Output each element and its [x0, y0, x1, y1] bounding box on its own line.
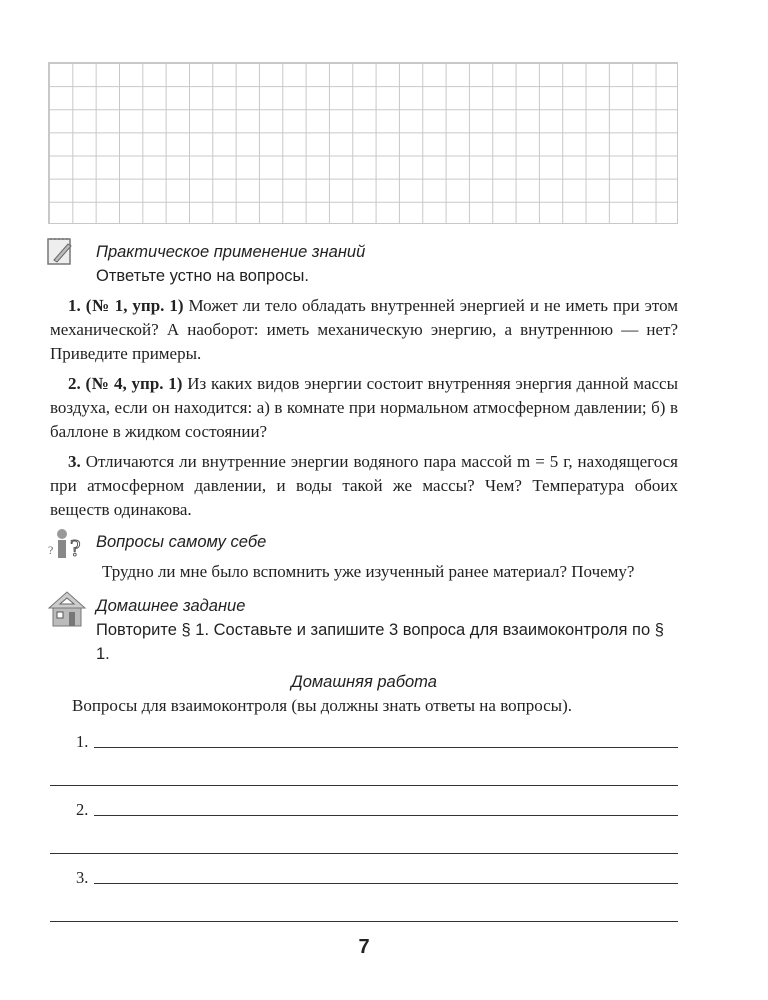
practical-instruction: Ответьте устно на вопросы.	[96, 267, 309, 285]
question-number: 3.	[68, 452, 81, 471]
answer-line-1a[interactable]	[94, 746, 678, 748]
answer-row-1	[50, 718, 678, 752]
question-ref: (№ 1, упр. 1)	[85, 296, 184, 315]
answer-line-2a[interactable]	[94, 814, 678, 816]
section-home	[50, 594, 678, 666]
answer-number: 2.	[76, 800, 89, 819]
question-2	[50, 372, 678, 444]
section-practical	[50, 240, 678, 288]
svg-text:?: ?	[48, 543, 54, 557]
question-number: 2.	[68, 374, 81, 393]
answer-row-2	[50, 786, 678, 820]
homework-intro: Вопросы для взаимоконтроля (вы должны знать ответы на вопросы).	[72, 696, 572, 715]
svg-text:?: ?	[70, 536, 81, 560]
graph-paper-grid	[48, 62, 678, 224]
question-3	[50, 450, 678, 522]
question-text: Может ли тело обладать внутренней энергией и не иметь при этом механической? А наоборот: иметь механическую энергию, а внутреннюю — нет? Приведите примеры.	[50, 296, 679, 363]
notepad-pencil-icon	[46, 236, 74, 266]
answer-number: 1.	[76, 732, 89, 751]
house-icon	[46, 590, 88, 628]
question-1	[50, 294, 678, 366]
question-text: Из каких видов энергии состоит внутренняя энергия данной массы воздуха, если он находится: а) в комнате при нормальном атмосферном давлении; б) в баллоне в жидком состоянии?	[50, 374, 679, 441]
answer-line-2b[interactable]	[50, 820, 678, 854]
question-text: Отличаются ли внутренние энергии водяного пара массой m = 5 г, находящегося при атмосферном давлении, и воды такой же массы? Чем? Температура обоих веществ одинакова.	[50, 452, 678, 519]
section-title-home: Домашнее задание	[96, 597, 246, 615]
thinking-person-icon	[46, 526, 90, 560]
answer-row-3	[50, 854, 678, 888]
page-number: 7	[358, 936, 370, 958]
question-ref: (№ 4, упр. 1)	[85, 374, 183, 393]
section-self	[50, 530, 678, 560]
section-title-practical: Практическое применение знаний	[96, 243, 366, 261]
self-question-text: Трудно ли мне было вспомнить уже изученный ранее материал? Почему?	[102, 562, 635, 581]
homework-title: Домашняя работа	[291, 673, 437, 691]
answer-line-3b[interactable]	[50, 888, 678, 922]
question-number: 1.	[68, 296, 81, 315]
answer-line-3a[interactable]	[94, 882, 678, 884]
section-title-self: Вопросы самому себе	[96, 533, 267, 551]
answer-number: 3.	[76, 868, 89, 887]
home-assignment-text: Повторите § 1. Составьте и запишите 3 вопроса для взаимоконтроля по § 1.	[96, 621, 664, 663]
page-content	[50, 240, 678, 959]
answer-line-1b[interactable]	[50, 752, 678, 786]
